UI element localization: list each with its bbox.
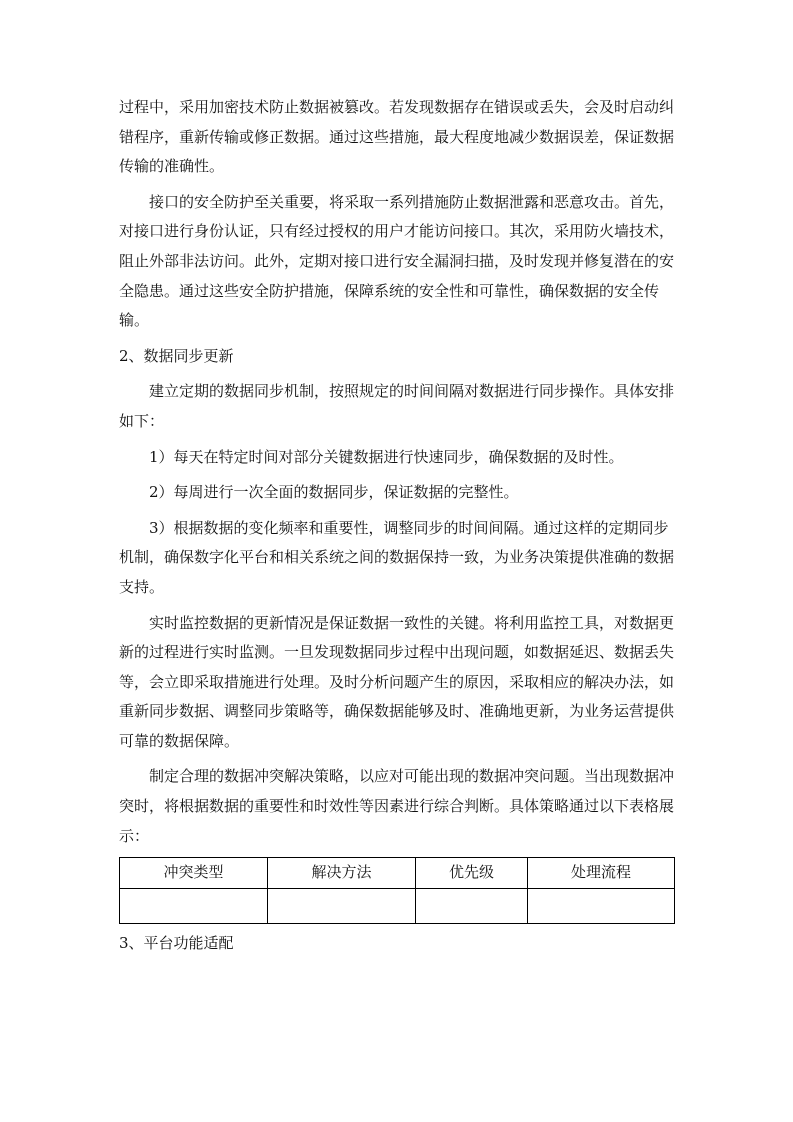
section-heading-platform-adaptation: 3、平台功能适配 [119,933,234,952]
conflict-resolution-table [119,857,675,924]
table-cell [416,888,528,923]
list-item-weekly-sync: 2）每周进行一次全面的数据同步，保证数据的完整性。 [149,483,519,502]
table-cell [120,888,268,923]
table-cell [528,888,675,923]
document-body [119,93,675,964]
paragraph-sync-mechanism: 建立定期的数据同步机制，按照规定的时间间隔对数据进行同步操作。具体安排如下： [119,382,675,430]
paragraph-interface-security: 接口的安全防护至关重要，将采取一系列措施防止数据泄露和恶意攻击。首先，对接口进行身份认证，只有经过授权的用户才能访问接口。其次，采用防火墙技术，阻止外部非法访问。此外，定期对接口进行安全漏洞扫描，及时发现并修复潜在的安全隐患。通过这些安全防护措施，保障系统的安全性和可靠性，确保数据的安全传输。 [119,192,675,330]
list-item-daily-sync: 1）每天在特定时间对部分关键数据进行快速同步，确保数据的及时性。 [149,447,624,466]
table-cell [268,888,416,923]
table-header-process: 处理流程 [528,858,675,889]
table-header-resolution: 解决方法 [268,858,416,889]
table-row [120,888,675,923]
paragraph-data-transmission-accuracy: 过程中，采用加密技术防止数据被篡改。若发现数据存在错误或丢失，会及时启动纠错程序，重新传输或修正数据。通过这些措施，最大程度地减少数据误差，保证数据传输的准确性。 [119,98,675,176]
list-item-adjust-interval: 3）根据数据的变化频率和重要性，调整同步的时间间隔。通过这样的定期同步机制，确保数字化平台和相关系统之间的数据保持一致，为业务决策提供准确的数据支持。 [119,518,675,596]
table-header-row [120,858,675,889]
paragraph-conflict-strategy: 制定合理的数据冲突解决策略，以应对可能出现的数据冲突问题。当出现数据冲突时，将根据数据的重要性和时效性等因素进行综合判断。具体策略通过以下表格展示： [119,767,675,845]
table-header-conflict-type: 冲突类型 [120,858,268,889]
section-heading-data-sync: 2、数据同步更新 [119,346,234,365]
table-header-priority: 优先级 [416,858,528,889]
paragraph-realtime-monitoring: 实时监控数据的更新情况是保证数据一致性的关键。将利用监控工具，对数据更新的过程进行实时监测。一旦发现数据同步过程中出现问题，如数据延迟、数据丢失等，会立即采取措施进行处理。及时分析问题产生的原因，采取相应的解决办法，如重新同步数据、调整同步策略等，确保数据能够及时、准确地更新，为业务运营提供可靠的数据保障。 [119,613,675,750]
